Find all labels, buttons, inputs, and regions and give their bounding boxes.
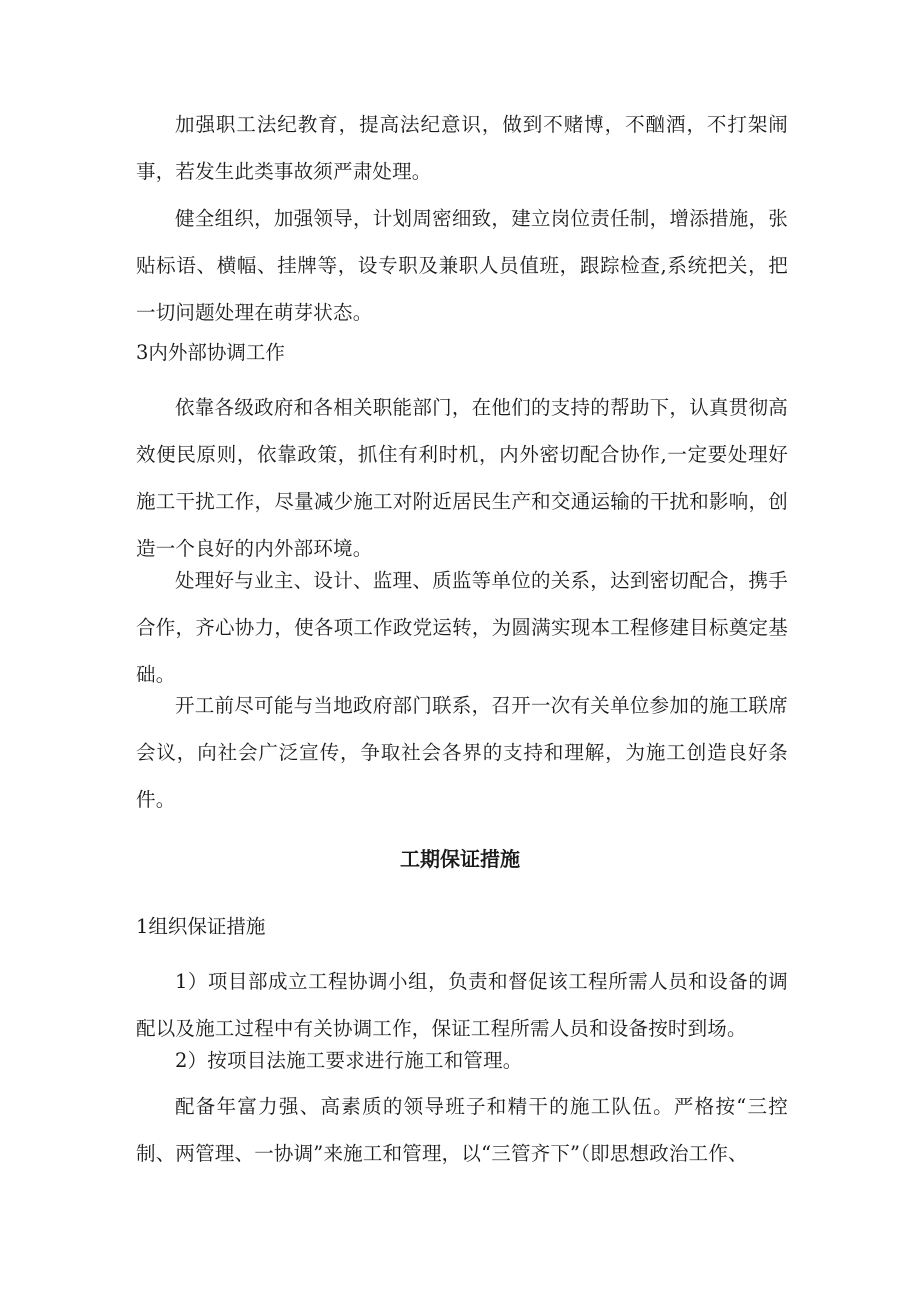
- paragraph-project-method: 2）按项目法施工要求进行施工和管理。: [175, 1049, 523, 1072]
- paragraph-coordination-group: 1）项目部成立工程协调小组，负责和督促该工程所需人员和设备的调配以及施工过程中有关协调工作，保证工程所需人员和设备按时到场。: [136, 970, 788, 1040]
- paragraph-discipline-education: 加强职工法纪教育，提高法纪意识，做到不赌博，不酗酒，不打架闹事，若发生此类事故须严肃处理。: [136, 113, 788, 183]
- section-heading-coordination: 3内外部协调工作: [136, 341, 285, 364]
- chapter-title: 工期保证措施: [400, 847, 520, 871]
- paragraph-leadership-team: 配备年富力强、高素质的领导班子和精干的施工队伍。严格按“三控制、两管理、一协调”来施工和管理，以“三管齐下”（即思想政治工作、: [136, 1095, 788, 1165]
- paragraph-organization: 健全组织，加强领导，计划周密细致，建立岗位责任制，增添措施，张贴标语、横幅、挂牌等，设专职及兼职人员值班，跟踪检查,系统把关，把一切问题处理在萌芽状态。: [136, 207, 788, 324]
- paragraph-government-support: 依靠各级政府和各相关职能部门，在他们的支持的帮助下，认真贯彻高效便民原则，依靠政策，抓住有利时机，内外密切配合协作,一定要处理好施工干扰工作，尽量减少施工对附近居民生产和交通运输的干扰和影响，创造一个良好的内外部环境。: [136, 396, 788, 560]
- paragraph-unit-relations: 处理好与业主、设计、监理、质监等单位的关系，达到密切配合，携手合作，齐心协力，使各项工作政党运转，为圆满实现本工程修建目标奠定基础。: [136, 569, 788, 686]
- paragraph-pre-construction-meeting: 开工前尽可能与当地政府部门联系，召开一次有关单位参加的施工联席会议，向社会广泛宣传，争取社会各界的支持和理解，为施工创造良好条件。: [136, 694, 788, 811]
- section-heading-organization-measures: 1组织保证措施: [136, 915, 266, 938]
